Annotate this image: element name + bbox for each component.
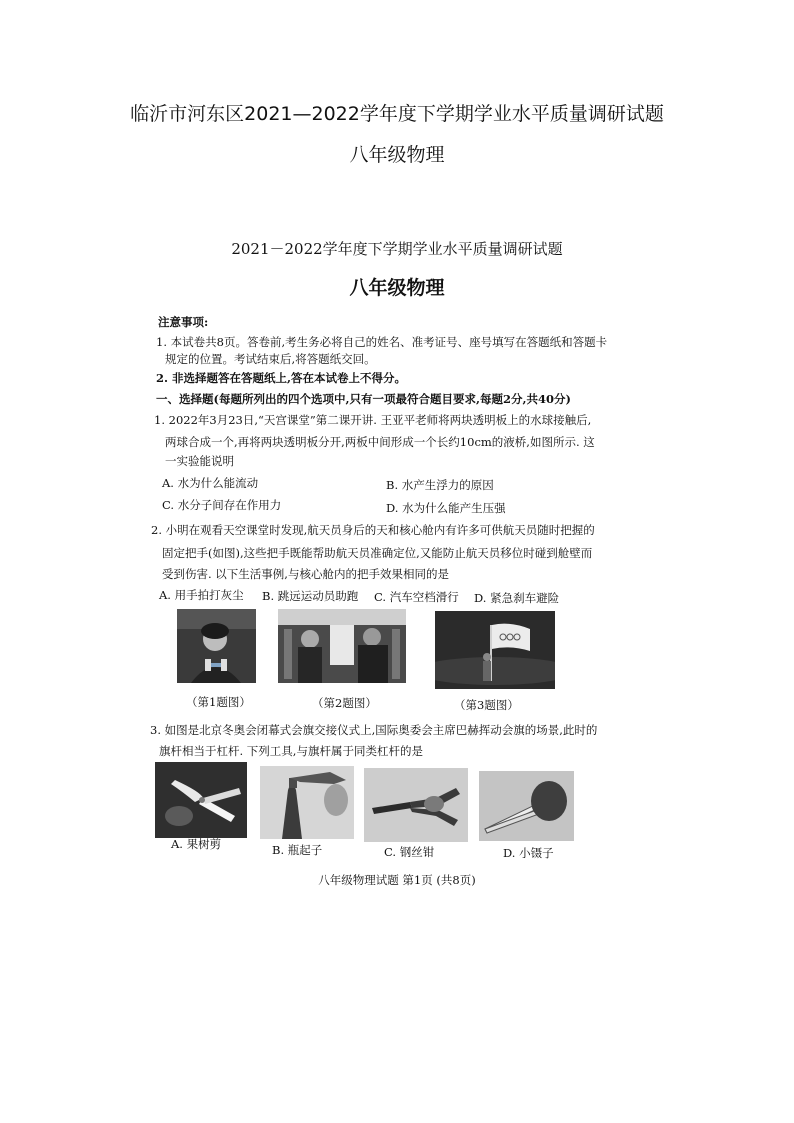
- pruning-shears-photo: [155, 762, 247, 838]
- wire-pliers-photo: [364, 768, 468, 842]
- tool-a-caption: A. 果树剪: [171, 837, 222, 851]
- document-header-title: 临沂市河东区2021—2022学年度下学期学业水平质量调研试题: [130, 103, 664, 125]
- figure-2-photo: [278, 609, 406, 683]
- paper-subject: 八年级物理: [349, 277, 445, 299]
- q1-option-d: D. 水为什么能产生压强: [386, 501, 506, 515]
- q3-line-1: 3. 如图是北京冬奥会闭幕式会旗交接仪式上,国际奥委会主席巴赫挥动会旗的场景,此时的: [150, 723, 598, 737]
- q2-line-1: 2. 小明在观看天空课堂时发现,航天员身后的天和核心舱内有许多可供航天员随时把握的: [151, 523, 595, 537]
- tweezers-photo: [479, 771, 574, 841]
- q1-line-1: 1. 2022年3月23日,“天宫课堂”第二课开讲. 王亚平老师将两块透明板上的水球接触后,: [154, 413, 592, 427]
- notes-heading: 注意事项:: [158, 315, 209, 329]
- q1-option-b: B. 水产生浮力的原因: [386, 478, 494, 492]
- note-1-line-2: 规定的位置。考试结束后,将答题纸交回。: [165, 352, 376, 366]
- figure-3-caption: （第3题图）: [454, 698, 519, 712]
- section-heading: 一、选择题(每题所列出的四个选项中,只有一项最符合题目要求,每题2分,共40分): [156, 392, 571, 406]
- note-1-line-1: 1. 本试卷共8页。答卷前,考生务必将自己的姓名、准考证号、座号填写在答题纸和答题卡: [156, 335, 608, 349]
- bottle-opener-photo: [260, 766, 354, 839]
- q1-option-a: A. 水为什么能流动: [162, 476, 259, 490]
- q2-option-a: A. 用手拍打灰尘: [159, 588, 244, 602]
- q1-line-3: 一实验能说明: [165, 454, 234, 468]
- tool-c-caption: C. 钢丝钳: [384, 845, 435, 859]
- q2-option-c: C. 汽车空档滑行: [374, 590, 459, 604]
- figure-2-caption: （第2题图）: [312, 696, 377, 710]
- q2-line-2: 固定把手(如图),这些把手既能帮助航天员准确定位,又能防止航天员移位时碰到舱壁而: [162, 546, 593, 560]
- q2-option-d: D. 紧急刹车避险: [474, 591, 560, 605]
- q2-line-3: 受到伤害. 以下生活事例,与核心舱内的把手效果相同的是: [162, 567, 449, 581]
- note-2: 2. 非选择题答在答题纸上,答在本试卷上不得分。: [156, 371, 407, 385]
- tool-d-caption: D. 小镊子: [503, 846, 554, 860]
- q1-line-2: 两球合成一个,再将两块透明板分开,两板中间形成一个长约10cm的液桥,如图所示. 这: [165, 435, 595, 449]
- q2-option-b: B. 跳远运动员助跑: [262, 589, 359, 603]
- paper-title: 2021－2022学年度下学期学业水平质量调研试题: [231, 240, 563, 258]
- q1-option-c: C. 水分子间存在作用力: [162, 498, 282, 512]
- figure-1-caption: （第1题图）: [186, 695, 251, 709]
- q3-line-2: 旗杆相当于杠杆. 下列工具,与旗杆属于同类杠杆的是: [159, 744, 423, 758]
- tool-b-caption: B. 瓶起子: [272, 843, 323, 857]
- page-footer: 八年级物理试题 第1页 (共8页): [318, 873, 476, 887]
- figure-3-photo: [435, 611, 555, 689]
- document-header-subject: 八年级物理: [349, 144, 445, 166]
- figure-1-photo: [177, 609, 256, 683]
